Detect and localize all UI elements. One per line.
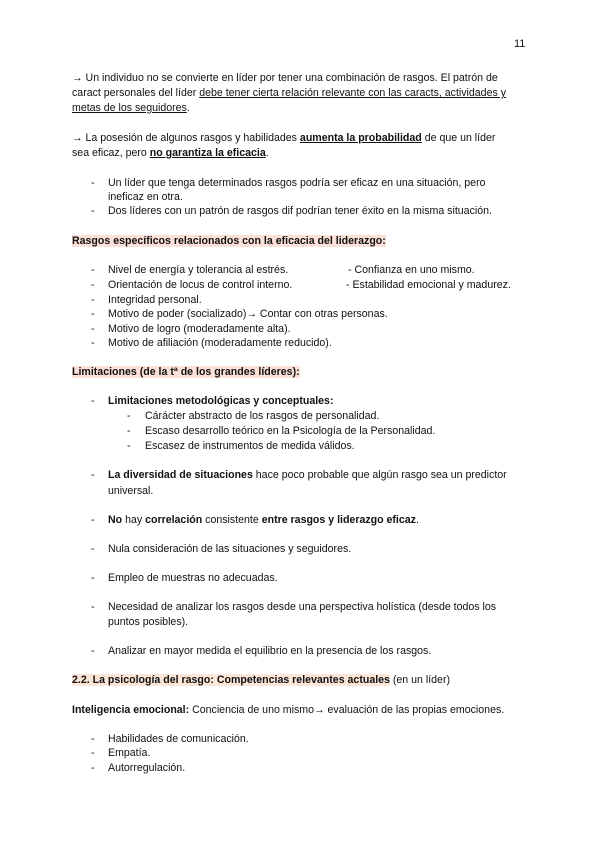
bullet-dash: -: [91, 294, 95, 306]
bullet-dash: -: [91, 747, 95, 759]
bullet-dash: -: [91, 601, 95, 613]
list-item: [108, 513, 419, 527]
underlined-text: debe tener cierta relación relevante con las caracts, actividades y: [199, 87, 506, 99]
text-run: caract personales del líder: [72, 87, 200, 99]
list-item: Autorregulación.: [108, 762, 186, 774]
paragraph-line: [72, 101, 190, 115]
section-heading: [72, 234, 386, 248]
bullet-dash: -: [127, 440, 131, 452]
list-item: Limitaciones metodológicas y conceptuales:: [108, 395, 334, 407]
highlighted-heading: Rasgos específicos relacionados con la eficacia del liderazgo:: [72, 235, 386, 247]
text-run: de que un líder: [421, 132, 496, 144]
text-run: .: [265, 147, 269, 159]
bullet-dash: -: [91, 733, 95, 745]
bullet-dash: -: [91, 762, 95, 774]
list-item: - Confianza en uno mismo.: [348, 264, 475, 276]
list-item: Nivel de energía y tolerancia al estrés.: [108, 264, 289, 276]
bold-text: La diversidad de situaciones: [108, 469, 253, 481]
paragraph-line: [72, 703, 504, 717]
list-item: ineficaz en otra.: [108, 191, 183, 203]
list-item: Nula consideración de las situaciones y seguidores.: [108, 543, 352, 555]
list-item: Motivo de logro (moderadamente alta).: [108, 323, 291, 335]
bullet-dash: -: [91, 469, 95, 481]
bullet-dash: -: [91, 572, 95, 584]
text-run: Conciencia de uno mismo→ evaluación de las propias emociones.: [189, 704, 505, 716]
bullet-dash: -: [91, 323, 95, 335]
list-item: - Estabilidad emocional y madurez.: [346, 279, 511, 291]
list-item: Empleo de muestras no adecuadas.: [108, 572, 278, 584]
list-item: Necesidad de analizar los rasgos desde una perspectiva holística (desde todos los: [108, 601, 497, 613]
list-item: Motivo de afiliación (moderadamente reducido).: [108, 337, 332, 349]
paragraph-line: [72, 131, 495, 145]
list-item: [108, 468, 507, 482]
bullet-dash: -: [91, 514, 95, 526]
sub-list-item: Escaso desarrollo teórico en la Psicología de la Personalidad.: [145, 425, 436, 437]
list-item: Analizar en mayor medida el equilibrio en la presencia de los rasgos.: [108, 645, 432, 657]
text-run: (en un líder): [389, 674, 450, 686]
bullet-dash: -: [91, 205, 95, 217]
bullet-dash: -: [91, 279, 95, 291]
bullet-dash: -: [127, 410, 131, 422]
bullet-dash: -: [91, 337, 95, 349]
bullet-dash: -: [91, 308, 95, 320]
list-item: Empatía.: [108, 747, 151, 759]
text-run: sea eficaz, pero: [72, 147, 150, 159]
list-item: Un líder que tenga determinados rasgos podría ser eficaz en una situación, pero: [108, 177, 486, 189]
bullet-dash: -: [91, 395, 95, 407]
paragraph-line: [72, 146, 269, 160]
list-item: Motivo de poder (socializado)→ Contar con otras personas.: [108, 308, 388, 320]
bullet-dash: -: [91, 543, 95, 555]
text-run: hay: [122, 514, 146, 526]
list-item: Orientación de locus de control interno.: [108, 279, 293, 291]
paragraph-line: → Un individuo no se convierte en líder por tener una combinación de rasgos. El patrón de: [72, 72, 498, 84]
highlighted-heading: Limitaciones (de la tª de los grandes líderes):: [72, 366, 300, 378]
list-item: universal.: [108, 485, 154, 497]
underlined-text: metas de los seguidores: [72, 102, 187, 114]
bullet-dash: -: [91, 645, 95, 657]
bold-text: No: [108, 514, 123, 526]
text-run: hace poco probable que algún rasgo sea un predictor: [252, 469, 507, 481]
bullet-dash: -: [127, 425, 131, 437]
highlighted-heading: 2.2. La psicología del rasgo: Competencias relevantes actuales: [72, 674, 390, 686]
text-run: .: [186, 102, 190, 114]
sub-list-item: Escasez de instrumentos de medida válidos.: [145, 440, 355, 452]
bold-text: Inteligencia emocional:: [72, 704, 190, 716]
section-heading: [72, 365, 300, 379]
section-heading: [72, 673, 450, 687]
bold-text: entre rasgos y liderazgo eficaz: [261, 514, 416, 526]
list-item: Dos líderes con un patrón de rasgos dif podrían tener éxito en la misma situación.: [108, 205, 492, 217]
text-run: .: [415, 514, 419, 526]
bullet-dash: -: [91, 177, 95, 189]
text-run: → La posesión de algunos rasgos y habilidades: [72, 132, 300, 144]
bullet-dash: -: [91, 264, 95, 276]
sub-list-item: Cárácter abstracto de los rasgos de personalidad.: [145, 410, 380, 422]
emphasis-text: aumenta la probabilidad: [299, 132, 422, 144]
emphasis-text: no garantiza la eficacia: [149, 147, 266, 159]
list-item: Habilidades de comunicación.: [108, 733, 249, 745]
paragraph-line: [72, 86, 506, 100]
bold-text: correlación: [145, 514, 203, 526]
list-item: Integridad personal.: [108, 294, 202, 306]
list-item: puntos posibles).: [108, 616, 189, 628]
text-run: consistente: [202, 514, 262, 526]
page-number: 11: [514, 38, 526, 50]
